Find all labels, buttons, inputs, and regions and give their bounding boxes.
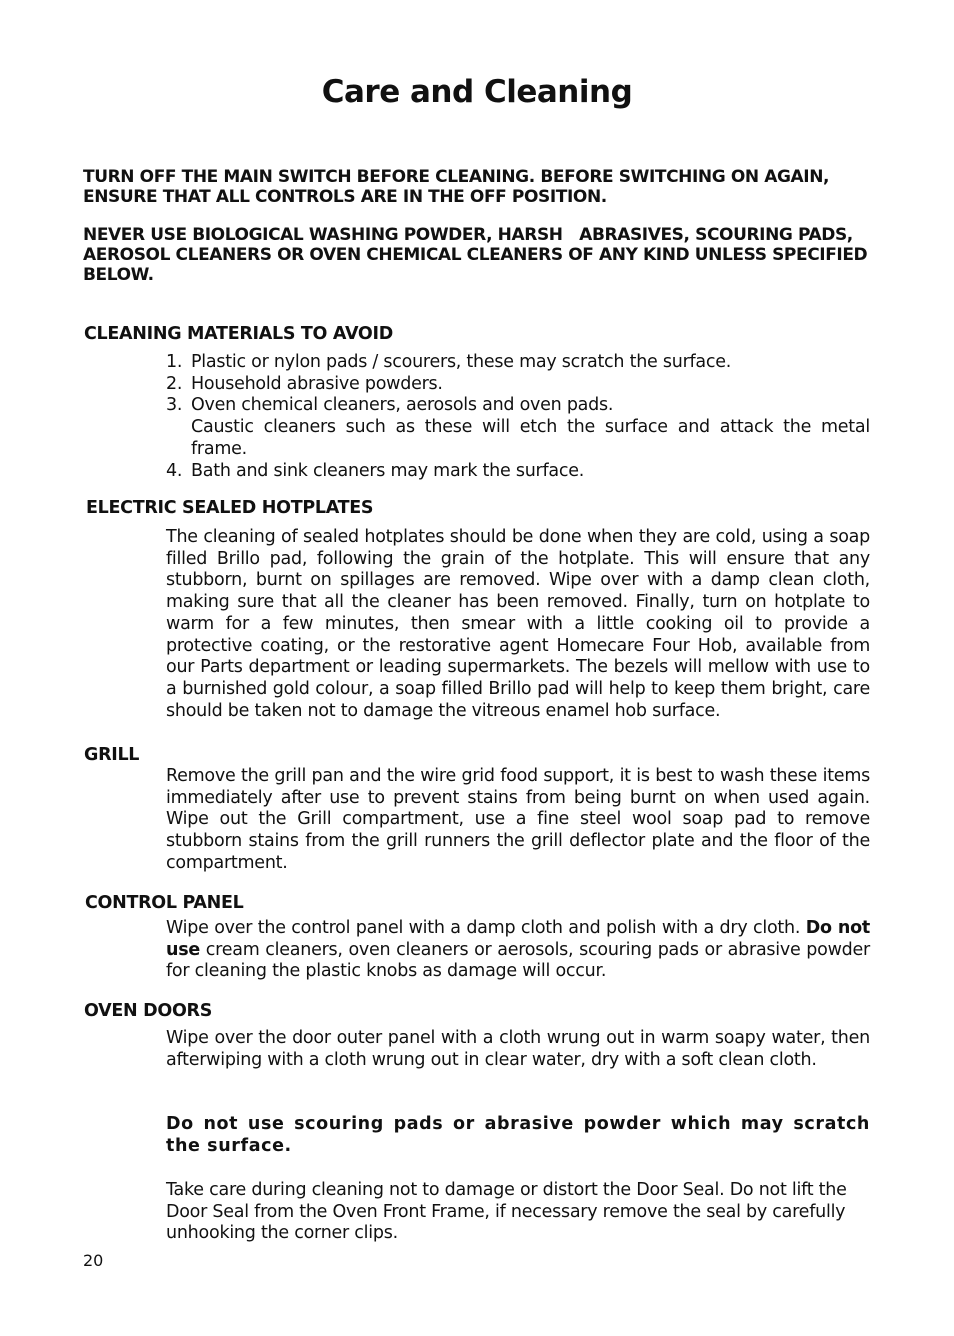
- oven-doors-text: Wipe over the door outer panel with a cloth wrung out in warm soapy water, then afterwiping with a cloth wrung out in clear water, dry with a soft clean cloth.: [166, 1028, 870, 1070]
- heading-control-panel: CONTROL PANEL: [85, 893, 244, 913]
- list-item: 2. Household abrasive powders.: [166, 373, 443, 394]
- oven-doors-warning: Do not use scouring pads or abrasive powder which may scratch the surface.: [166, 1114, 870, 1156]
- oven-doors-seal-text: Take care during cleaning not to damage or distort the Door Seal. Do not lift the Door Seal from the Oven Front Frame, if necessary remove the seal by carefully unhooking the corner clips.: [166, 1180, 847, 1244]
- warning-main-switch: TURN OFF THE MAIN SWITCH BEFORE CLEANING. BEFORE SWITCHING ON AGAIN, ENSURE THAT ALL CONTROLS ARE IN THE OFF POSITION.: [83, 167, 830, 207]
- hotplates-text: The cleaning of sealed hotplates should be done when they are cold, using a soap filled Brillo pad, following the grain of the hotplate. This will ensure that any stubborn, burnt on spillages are removed. Wipe over with a damp clean cloth, making sure that all the cleaner has been removed. Finally, turn on hotplate to warm for a few minutes, then smear with a little cooking oil to provide a protective coating, or the restorative agent Homecare Four Hob, available from our Parts department or leading supermarkets. The bezels will mellow with use to a burnished gold colour, a soap filled Brillo pad will help to keep them bright, care should be taken not to damage the vitreous enamel hob surface.: [166, 527, 870, 721]
- heading-avoid: CLEANING MATERIALS TO AVOID: [84, 324, 393, 344]
- control-panel-text: Wipe over the control panel with a damp cloth and polish with a dry cloth. Do not use cream cleaners, oven cleaners or aerosols, scouring pads or abrasive powder for cleaning the plastic knobs as damage will occur.: [166, 918, 870, 982]
- grill-text: Remove the grill pan and the wire grid food support, it is best to wash these items immediately after use to prevent stains from being burnt on when used again. Wipe out the Grill compartment, use a fine steel wool soap pad to remove stubborn stains from the grill runners the grill deflector plate and the floor of the compartment.: [166, 766, 870, 873]
- heading-hotplates: ELECTRIC SEALED HOTPLATES: [86, 498, 374, 518]
- page-title: Care and Cleaning: [321, 74, 633, 110]
- heading-oven-doors: OVEN DOORS: [84, 1001, 213, 1021]
- list-item: 1. Plastic or nylon pads / scourers, these may scratch the surface.: [166, 352, 732, 372]
- heading-grill: GRILL: [84, 745, 140, 765]
- warning-cleaners: NEVER USE BIOLOGICAL WASHING POWDER, HARSH ABRASIVES, SCOURING PADS, AEROSOL CLEANERS OR OVEN CHEMICAL CLEANERS OF ANY KIND UNLESS SPECIFIED BELOW.: [83, 225, 873, 285]
- list-item: 3. Oven chemical cleaners, aerosols and oven pads. Caustic cleaners such as these will etch the surface and attack the metal frame.: [166, 395, 870, 459]
- avoid-list: [166, 352, 870, 482]
- list-item: 4. Bath and sink cleaners may mark the surface.: [166, 460, 585, 481]
- page-number: 20: [83, 1251, 104, 1270]
